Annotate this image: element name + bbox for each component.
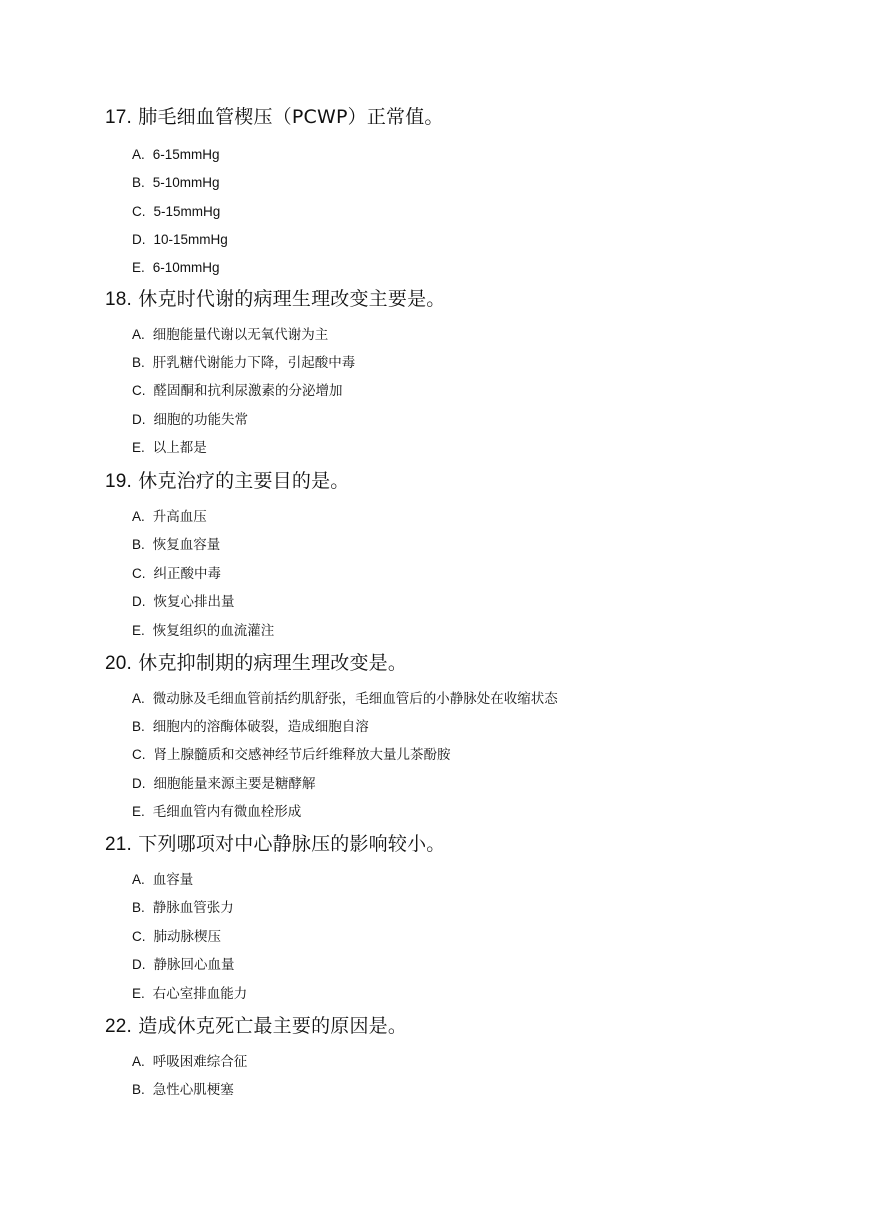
question-title	[105, 286, 445, 313]
option-letter: E.	[132, 623, 145, 638]
option-text: 5-10mmHg	[152, 175, 220, 190]
option-d	[132, 231, 228, 249]
option-letter: E.	[132, 260, 145, 275]
option-letter: D.	[132, 594, 146, 609]
option-letter: D.	[132, 232, 146, 247]
option-letter: A.	[132, 509, 145, 524]
option-b	[132, 718, 369, 736]
option-a	[132, 146, 220, 164]
option-e	[132, 803, 301, 821]
option-c	[132, 928, 221, 946]
option-e	[132, 259, 220, 277]
question-stem: 肺毛细血管楔压（PCWP）正常值。	[138, 106, 444, 128]
question-title	[105, 1013, 407, 1040]
option-text: 细胞的功能失常	[153, 412, 248, 428]
option-b	[132, 354, 355, 372]
option-text: 右心室排血能力	[152, 986, 248, 1002]
option-text: 恢复组织的血流灌注	[152, 623, 275, 639]
option-text: 细胞内的溶酶体破裂，造成细胞自溶	[152, 719, 369, 735]
question-number: 17.	[105, 107, 133, 128]
option-letter: B.	[132, 719, 145, 734]
option-letter: C.	[132, 383, 146, 398]
option-text: 静脉回心血量	[153, 957, 235, 973]
option-letter: B.	[132, 355, 145, 370]
option-letter: E.	[132, 440, 145, 455]
option-letter: D.	[132, 776, 146, 791]
option-e	[132, 622, 274, 640]
option-text: 醛固酮和抗利尿激素的分泌增加	[153, 383, 343, 399]
question-stem: 休克治疗的主要目的是。	[138, 470, 350, 492]
option-text: 6-10mmHg	[152, 260, 220, 275]
option-letter: C.	[132, 747, 146, 762]
option-a	[132, 690, 558, 708]
option-d	[132, 411, 248, 429]
option-letter: A.	[132, 1054, 145, 1069]
question-stem: 休克抑制期的病理生理改变是。	[138, 652, 408, 674]
option-text: 恢复心排出量	[153, 594, 235, 610]
option-e	[132, 439, 207, 457]
option-letter: C.	[132, 929, 146, 944]
option-text: 细胞能量来源主要是糖酵解	[153, 776, 316, 792]
option-text: 血容量	[152, 872, 194, 888]
question-stem: 造成休克死亡最主要的原因是。	[138, 1015, 408, 1037]
option-d	[132, 956, 235, 974]
option-c	[132, 746, 451, 764]
option-letter: E.	[132, 986, 145, 1001]
option-letter: B.	[132, 1082, 145, 1097]
option-letter: D.	[132, 412, 146, 427]
option-a	[132, 871, 193, 889]
option-e	[132, 985, 247, 1003]
option-text: 肝乳糖代谢能力下降，引起酸中毒	[152, 355, 356, 371]
option-letter: B.	[132, 537, 145, 552]
question-number: 20.	[105, 653, 133, 674]
option-letter: B.	[132, 900, 145, 915]
question-number: 18.	[105, 289, 133, 310]
option-letter: A.	[132, 147, 145, 162]
question-title	[105, 104, 444, 131]
option-text: 静脉血管张力	[152, 900, 234, 916]
option-text: 急性心肌梗塞	[152, 1082, 234, 1098]
option-a	[132, 508, 207, 526]
option-text: 细胞能量代谢以无氧代谢为主	[152, 327, 329, 343]
option-letter: B.	[132, 175, 145, 190]
question-title	[105, 468, 349, 495]
question-number: 19.	[105, 471, 133, 492]
option-text: 升高血压	[152, 509, 207, 525]
option-a	[132, 326, 328, 344]
option-text: 微动脉及毛细血管前括约肌舒张，毛细血管后的小静脉处在收缩状态	[152, 691, 558, 707]
option-text: 10-15mmHg	[153, 232, 228, 247]
option-a	[132, 1053, 247, 1071]
option-letter: C.	[132, 204, 146, 219]
question-number: 21.	[105, 834, 133, 855]
option-letter: C.	[132, 566, 146, 581]
option-b	[132, 174, 220, 192]
option-text: 毛细血管内有微血栓形成	[152, 804, 302, 820]
option-b	[132, 899, 234, 917]
option-text: 以上都是	[152, 440, 207, 456]
option-text: 纠正酸中毒	[153, 566, 221, 582]
question-title	[105, 831, 445, 858]
option-letter: A.	[132, 327, 145, 342]
option-c	[132, 203, 220, 221]
option-b	[132, 536, 220, 554]
option-b	[132, 1081, 234, 1099]
option-letter: A.	[132, 691, 145, 706]
option-letter: E.	[132, 804, 145, 819]
option-d	[132, 775, 316, 793]
option-d	[132, 593, 235, 611]
option-letter: A.	[132, 872, 145, 887]
option-text: 5-15mmHg	[153, 204, 221, 219]
question-title	[105, 650, 407, 677]
option-text: 呼吸困难综合征	[152, 1054, 248, 1070]
question-number: 22.	[105, 1016, 133, 1037]
option-letter: D.	[132, 957, 146, 972]
question-stem: 休克时代谢的病理生理改变主要是。	[138, 288, 446, 310]
option-c	[132, 382, 343, 400]
option-c	[132, 565, 221, 583]
option-text: 6-15mmHg	[152, 147, 220, 162]
option-text: 肾上腺髓质和交感神经节后纤维释放大量儿茶酚胺	[153, 747, 451, 763]
option-text: 肺动脉楔压	[153, 929, 221, 945]
option-text: 恢复血容量	[152, 537, 221, 553]
question-stem: 下列哪项对中心静脉压的影响较小。	[138, 833, 446, 855]
